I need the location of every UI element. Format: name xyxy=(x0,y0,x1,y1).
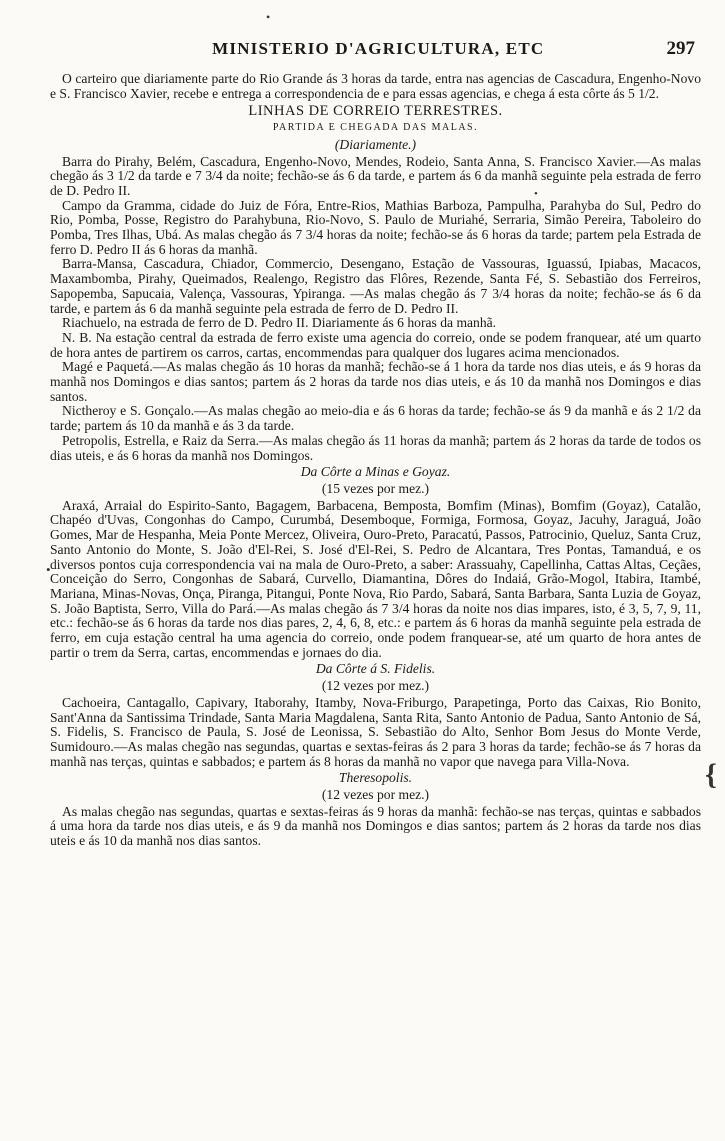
fidelis-frequency: (12 vezes por mez.) xyxy=(321,678,430,694)
bullet-mark: • xyxy=(534,188,538,200)
theresopolis-paragraph: As malas chegão nas segundas, quartas e sextas-feiras ás 9 horas da manhã: fechão-se nas terças, quintas e sabbados á uma hora da tarde nos dias uteis, e ás 9 da manhã nos Domingos e dias santos; partem ás 2 horas da tarde nos dias uteis e ás 10 da manhã nos dias santos. xyxy=(50,803,701,849)
theresopolis-frequency: (12 vezes por mez.) xyxy=(321,787,430,803)
section-subtitle: PARTIDA E CHEGADA DAS MALAS. xyxy=(272,122,479,134)
minas-frequency: (15 vezes por mez.) xyxy=(321,480,430,496)
running-header xyxy=(50,38,701,72)
body-text xyxy=(50,72,701,849)
intro-paragraph: O carteiro que diariamente parte do Rio Grande ás 3 horas da tarde, entra nas agencias de Cascadura, Engenho-Novo e S. Francisco Xavier, recebe e entrega a correspondencia de e para essas agencias, e chega á esta côrte ás 5 1/2. xyxy=(50,71,701,101)
paragraph: Petropolis, Estrella, e Raiz da Serra.—As malas chegão ás 11 horas da manhã; partem ás 2 horas da tarde de todos os dias uteis, e ás 6 horas da manhã nos Domingos. xyxy=(50,432,701,463)
paragraph: Magé e Paquetá.—As malas chegão ás 10 horas da manhã; fechão-se á 1 hora da tarde nos dias uteis, e ás 9 horas da manhã nos Domingos e dias santos; partem ás 2 horas da tarde nos dias uteis, e ás 10 da manhã nos Domingos e dias santos. xyxy=(50,359,701,404)
minas-heading: Da Côrte a Minas e Goyaz. xyxy=(300,464,451,480)
paragraph: Barra-Mansa, Cascadura, Chiador, Commercio, Desengano, Estação de Vassouras, Iguassú, Ipiabas, Macacos, Maxambomba, Pirahy, Queimados, Realengo, Registro das Flôres, Rezende, Santa Fé, S. Sebastião dos Ferreiros, Sapopemba, Sapucaia, Valença, Vassouras, Ypiranga. —As malas chegão ás 7 3/4 horas da noite; fechão-se ás 6 da tarde, e partem ás 6 da manhã seguinte pela estrada de ferro de D. Pedro II. xyxy=(50,256,701,316)
bullet-mark: • xyxy=(46,562,51,577)
running-title: MINISTERIO D'AGRICULTURA, ETC xyxy=(212,39,545,58)
theresopolis-heading: Theresopolis. xyxy=(338,770,413,786)
margin-brace: { xyxy=(705,758,717,791)
fidelis-heading: Da Côrte á S. Fidelis. xyxy=(315,661,436,677)
paragraph: Riachuelo, na estrada de ferro de D. Pedro II. Diariamente ás 6 horas da manhã. xyxy=(62,315,497,331)
fidelis-paragraph: Cachoeira, Cantagallo, Capivary, Itaborahy, Itamby, Nova-Friburgo, Parapetinga, Porto das Caixas, Rio Bonito, Sant'Anna da Santissima Trindade, Santa Maria Magdalena, Santa Rita, Santo Antonio de Padua, Santo Antonio de Sá, S. Fidelis, S. Francisco de Paula, S. José de Leonissa, S. Sebastião do Alto, Senhor Bom Jesus do Monte Verde, Sumidouro.—As malas chegão nas segundas, quartas e sextas-feiras ás 2 para 3 horas da tarde; fechão-se ás 7 horas da manhã nas terças, quintas e sabbados; e partem ás 8 horas da manhã no vapor que navega para Villa-Nova. xyxy=(50,694,701,769)
top-mark: • xyxy=(266,10,271,24)
diariamente-heading: (Diariamente.) xyxy=(334,136,417,152)
page-number: 297 xyxy=(666,38,695,59)
minas-paragraph: Araxá, Arraial do Espirito-Santo, Bagagem, Barbacena, Bemposta, Bomfim (Minas), Bomfim (Goyaz), Catalão, Chapéo d'Uvas, Congonhas do Campo, Curumbá, Desemboque, Formiga, Formosa, Goyaz, Jacuhy, Jaraguá, João Gomes, Mar de Hespanha, Meia Ponte Mercez, Oliveira, Ouro-Preto, Paracatú, Passos, Patrocinio, Queluz, Santa Cruz, Santo Antonio do Monte, S. João d'El-Rei, S. José d'El-Rei, S. Pedro de Alcantara, Tres Pontas, Tamanduá, e os diversos pontos cuja correspondencia vai na mala de Ouro-Preto, a saber: Arassuahy, Capellinha, Cattas Altas, Ceçães, Conceição do Serro, Congonhas de Sabará, Curvello, Diamantina, Dôres do Indaiá, Grão-Mogol, Itabira, Itambé, Mariana, Minas-Novas, Onça, Piranga, Pitangui, Ponte Nova, Rio Pardo, Sabará, Santa Barbara, Santa Luzia de Goyaz, S. João Baptista, Serro, Villa do Pará.—As malas chegão ás 7 3/4 horas da noite nos dias impares, isto, é 3, 5, 7, 9, 11, etc.: fechão-se ás 6 horas da tarde nos dias pares, 2, 4, 6, 8, etc.: e partem ás 6 horas da manhã seguinte pela estrada de ferro, em cuja estação central ha uma agencia do correio, onde podem franquear-se, até um quarto de hora antes de partir o trem da Serra, cartas, encommendas e jornaes do dia. xyxy=(50,497,701,660)
paragraph: N. B. Na estação central da estrada de ferro existe uma agencia do correio, onde se podem franquear, até um quarto de hora antes de partirem os carros, cartas, encommendas para qualquer dos lugares acima mencionados. xyxy=(50,329,701,360)
paragraph: Barra do Pirahy, Belém, Cascadura, Engenho-Novo, Mendes, Rodeio, Santa Anna, S. Francisco Xavier.—As malas chegão ás 3 1/2 da tarde e 7 3/4 da noite; fechão-se ás 6 da tarde, e partem ás 6 da manhã seguinte pela estrada de ferro de D. Pedro II. xyxy=(50,153,701,198)
section-title: LINHAS DE CORREIO TERRESTRES. xyxy=(248,103,503,120)
paragraph: Campo da Gramma, cidade do Juiz de Fóra, Entre-Rios, Mathias Barboza, Pampulha, Parahyba do Sul, Pedro do Rio, Pomba, Posse, Registro do Parahybuna, Rio-Novo, S. Paulo de Muriahé, Serraria, Simão Pereira, Taboleiro do Pomba, Tres Ilhas, Ubá. As malas chegão ás 7 3/4 horas da noite; fechão-se ás 6 horas da tarde; partem pela Estrada de ferro D. Pedro II ás 6 horas da manhã. xyxy=(50,197,701,257)
paragraph: Nictheroy e S. Gonçalo.—As malas chegão ao meio-dia e ás 6 horas da tarde; fechão-se ás 9 da manhã e ás 2 1/2 da tarde; partem ás 10 da manhã e ás 3 da tarde. xyxy=(50,403,701,434)
